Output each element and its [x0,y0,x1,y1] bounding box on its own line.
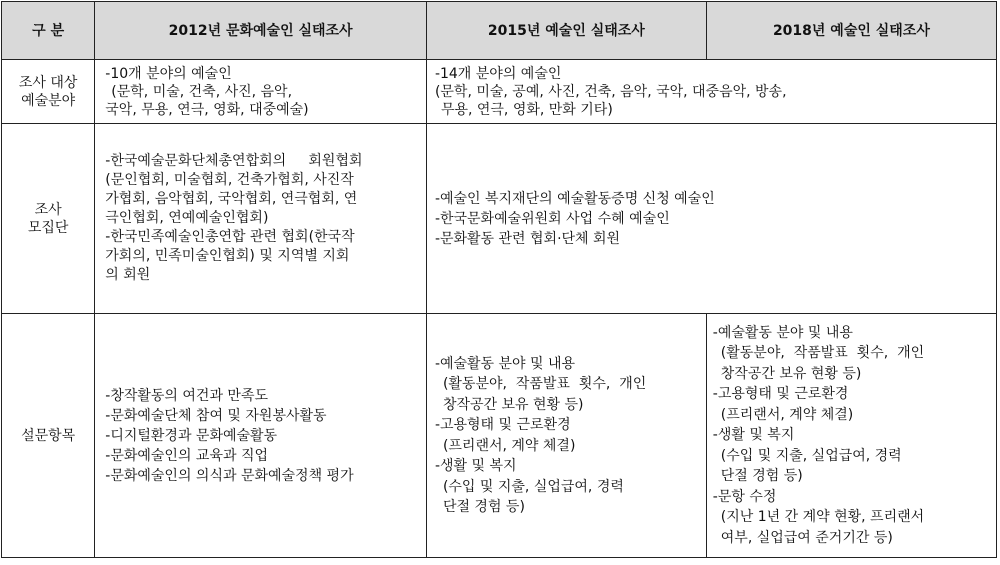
cell-2012-questionnaire [95,314,427,558]
cell-line: -한국민족예술인총연합 관련 협회(한국작 [105,229,355,245]
cell-line: -한국예술문화단체총연합회의 회원협회 [105,153,363,169]
row-questionnaire [2,314,997,558]
cell-line: 여부, 실업급여 준거기간 등) [720,529,893,546]
cell-2012-target-fields [95,60,427,124]
survey-comparison-table [1,1,997,558]
cell-line: (문학, 미술, 건축, 사진, 음악, [111,83,293,100]
cell-2012-population [95,124,427,314]
cell-line: -고용형태 및 근로환경 [434,417,571,433]
cell-line: (활동분야, 작품발표 횟수, 개인 [442,376,647,392]
cell-line: 가회의, 민족미술인협회) 및 지역별 지회 [105,248,350,264]
cell-line: (프리랜서, 계약 체결) [720,406,854,423]
cell-line: (지난 1년 간 계약 현황, 프리랜서 [720,509,925,526]
cell-line: -디지털환경과 문화예술활동 [105,427,278,444]
cell-line: -문화예술인의 교육과 직업 [105,447,268,464]
row-label-questionnaire [2,314,95,558]
label-line: 조사 [34,201,62,218]
row-target-fields [2,60,997,124]
cell-line: 가협회, 음악협회, 국악협회, 연극협회, 연 [105,191,358,207]
cell-line: 의 회원 [105,267,151,283]
cell-2015-questionnaire [426,314,706,558]
row-population [2,124,997,314]
cell-line: -문화예술인의 의식과 문화예술정책 평가 [105,467,354,484]
cell-line: -생활 및 복지 [434,458,517,474]
label-line: 모집단 [27,219,69,236]
cell-line: -창작활동의 여건과 만족도 [105,387,268,404]
cell-line: -예술활동 분야 및 내용 [434,355,576,372]
cell-2018-questionnaire [706,314,996,558]
cell-line: -생활 및 복지 [712,427,795,444]
header-row [2,2,997,60]
cell-line: -문화활동 관련 협회·단체 회원 [434,230,621,247]
cell-line: -예술활동 분야 및 내용 [712,324,853,341]
cell-line: (문인협회, 미술협회, 건축가협회, 사진작 [105,172,354,188]
cell-line: -10개 분야의 예술인 [105,65,232,82]
row-label-population [2,124,95,314]
cell-line: -14개 분야의 예술인 [434,65,562,82]
cell-line: (프리랜서, 계약 체결) [442,437,576,454]
cell-line: 국악, 무용, 연극, 영화, 대중예술) [105,101,309,118]
cell-line: 극인협회, 연예예술인협회) [105,210,269,226]
cell-2015-2018-target-fields [426,60,996,124]
cell-line: 단절 경험 등) [442,499,525,515]
header-2012: 2012년 문화예술인 실태조사 [95,2,427,60]
cell-line: -문화예술단체 참여 및 자원봉사활동 [105,407,327,424]
header-category: 구 분 [2,2,95,60]
cell-line: -예술인 복지재단의 예술활동증명 신청 예술인 [434,190,715,207]
label-line: 조사 대상 [18,74,78,91]
cell-2015-2018-population [426,124,996,314]
cell-line: (문학, 미술, 공예, 사진, 건축, 음악, 국악, 대중음악, 방송, [434,83,787,100]
cell-line: 무용, 연극, 영화, 만화 기타) [440,101,613,118]
cell-line: (활동분야, 작품발표 횟수, 개인 [720,345,925,362]
cell-line: -한국문화예술위원회 사업 수혜 예술인 [434,210,670,227]
header-2018: 2018년 예술인 실태조사 [706,2,996,60]
cell-line: -고용형태 및 근로환경 [712,386,849,403]
cell-line: -문항 수정 [712,488,777,505]
row-label-target-fields [2,60,95,124]
header-2015: 2015년 예술인 실태조사 [426,2,706,60]
label-line: 예술분야 [21,92,76,109]
cell-line: 창작공간 보유 현황 등) [442,396,584,413]
cell-line: (수입 및 지출, 실업급여, 경력 [720,447,902,464]
cell-line: (수입 및 지출, 실업급여, 경력 [442,478,624,495]
label-line: 설문항목 [21,427,76,444]
cell-line: 창작공간 보유 현황 등) [720,365,862,382]
cell-line: 단절 경험 등) [720,468,803,485]
